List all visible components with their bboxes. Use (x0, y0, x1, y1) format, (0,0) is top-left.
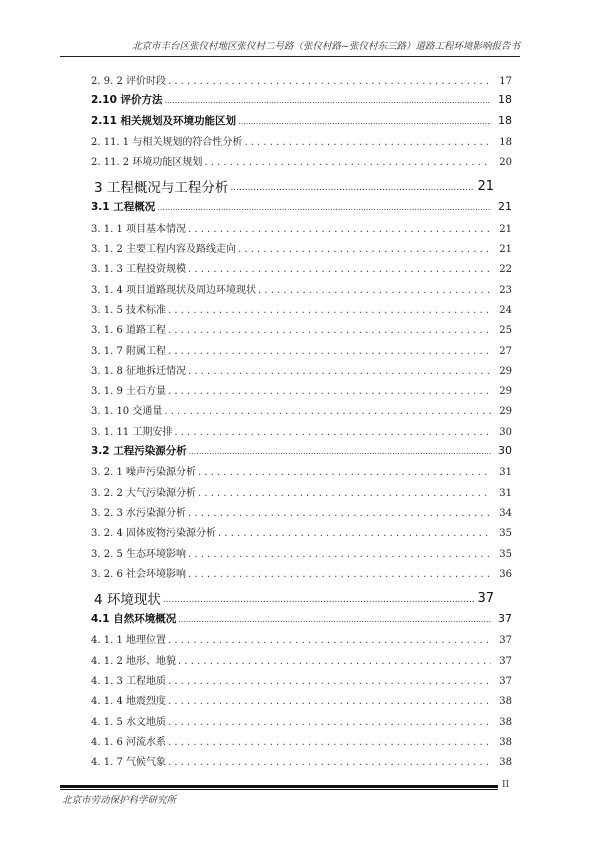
toc-entry-page: 25 (499, 325, 512, 337)
toc-entry[interactable] (91, 692, 512, 712)
toc-entry-page: 35 (499, 528, 512, 540)
toc-entry-page: 21 (499, 244, 512, 256)
toc-entry[interactable] (91, 153, 512, 173)
toc-entry-page: 21 (477, 178, 494, 194)
footer-divider-thick (60, 785, 498, 788)
toc-dot-leader (218, 528, 491, 539)
toc-entry-page: 37 (499, 676, 512, 688)
toc-entry-page: 20 (499, 157, 512, 169)
toc-entry-title: 3. 2. 3 水污染源分析 (91, 507, 186, 519)
header-divider (60, 56, 520, 57)
toc-dot-leader (168, 737, 491, 748)
toc-dot-leader (188, 569, 491, 580)
toc-entry-page: 22 (499, 264, 512, 276)
toc-entry-page: 18 (499, 136, 512, 148)
toc-entry-title: 3. 1. 1 项目基本情况 (91, 223, 186, 235)
toc-dot-leader (230, 178, 474, 194)
toc-dot-leader (168, 305, 491, 316)
toc-entry-title: 4. 1. 1 地理位置 (91, 635, 166, 647)
toc-entry-page: 36 (499, 568, 512, 580)
toc-entry-title: 4.1 自然环境概况 (91, 613, 177, 626)
toc-entry-title: 2. 11. 1 与相关规划的符合性分析 (91, 136, 243, 148)
toc-dot-leader (168, 717, 491, 728)
toc-entry-title: 4 环境现状 (94, 592, 161, 609)
toc-entry-page: 38 (499, 736, 512, 748)
toc-entry-page: 34 (499, 507, 512, 519)
toc-entry[interactable] (91, 72, 512, 92)
toc-entry[interactable] (91, 260, 512, 280)
toc-entry-title: 3. 1. 6 道路工程 (91, 325, 166, 337)
toc-dot-leader (168, 76, 491, 87)
toc-dot-leader (178, 656, 491, 667)
toc-dot-leader (168, 346, 491, 357)
toc-dot-leader (164, 406, 491, 417)
toc-entry-title: 3. 2. 6 社会环境影响 (91, 568, 186, 580)
toc-entry-title: 3.2 工程污染源分析 (91, 445, 187, 458)
toc-entry-page: 24 (499, 304, 512, 316)
toc-entry-page: 29 (499, 365, 512, 377)
toc-dot-leader (168, 386, 491, 397)
toc-entry[interactable] (91, 301, 512, 321)
toc-entry-page: 30 (498, 444, 512, 458)
toc-entry-page: 38 (499, 716, 512, 728)
toc-dot-leader (188, 549, 491, 560)
toc-entry-title: 3. 2. 1 噪声污染源分析 (91, 467, 196, 479)
toc-entry-title: 3. 1. 10 交通量 (91, 406, 163, 418)
toc-entry-page: 29 (499, 406, 512, 418)
toc-dot-leader (188, 366, 491, 377)
toc-entry[interactable] (91, 463, 512, 483)
toc-entry-page: 21 (498, 200, 512, 214)
toc-entry-title: 3. 2. 2 大气污染源分析 (91, 487, 196, 499)
toc-dot-leader (168, 676, 491, 687)
toc-dot-leader (168, 635, 491, 646)
toc-entry-page: 30 (499, 426, 512, 438)
toc-entry-page: 17 (499, 76, 512, 87)
toc-dot-leader (188, 224, 491, 235)
toc-entry-title: 3.1 工程概况 (91, 201, 156, 214)
toc-entry[interactable] (91, 423, 512, 443)
toc-entry-title: 3. 1. 4 项目道路现状及周边环境现状 (91, 284, 256, 296)
toc-dot-leader (189, 445, 491, 457)
toc-entry-title: 2.10 评价方法 (91, 94, 163, 107)
toc-entry[interactable] (91, 342, 512, 362)
toc-entry[interactable] (91, 631, 512, 651)
toc-entry[interactable] (91, 362, 512, 382)
toc-entry[interactable] (91, 565, 512, 585)
toc-entry-page: 38 (499, 757, 512, 769)
toc-entry[interactable] (91, 484, 512, 504)
table-of-contents (91, 72, 512, 774)
toc-dot-leader (174, 427, 491, 438)
toc-entry-title: 4. 1. 3 工程地质 (91, 676, 166, 688)
toc-dot-leader (178, 613, 491, 625)
toc-entry[interactable] (91, 545, 512, 565)
toc-entry-title: 3. 1. 8 征地拆迁情况 (91, 365, 186, 377)
toc-entry-title: 4. 1. 5 水文地质 (91, 716, 166, 728)
toc-entry-title: 3. 1. 3 工程投资规模 (91, 264, 186, 276)
toc-entry[interactable] (91, 611, 512, 631)
toc-entry-page: 37 (498, 612, 512, 626)
toc-entry-title: 3. 1. 2 主要工程内容及路线走向 (91, 244, 236, 256)
toc-entry-page: 27 (499, 345, 512, 357)
toc-entry-title: 3. 2. 4 固体废物污染源分析 (91, 528, 216, 540)
toc-entry-page: 37 (499, 635, 512, 647)
toc-entry[interactable] (91, 220, 512, 240)
running-header: 北京市丰台区张仪村地区张仪村二号路（张仪村路~张仪村东三路）道路工程环境影响报告书 (132, 41, 520, 52)
page-number: II (502, 780, 510, 790)
toc-dot-leader (168, 325, 491, 336)
toc-entry[interactable] (91, 402, 512, 422)
toc-entry-page: 31 (499, 487, 512, 499)
toc-dot-leader (198, 467, 491, 478)
toc-entry-page: 18 (498, 93, 512, 107)
toc-dot-leader (163, 590, 475, 606)
toc-entry-page: 31 (499, 467, 512, 479)
toc-entry[interactable] (91, 113, 512, 133)
toc-dot-leader (157, 201, 491, 213)
toc-entry-title: 3. 1. 5 技术标准 (91, 304, 166, 316)
toc-entry-page: 23 (499, 284, 512, 296)
toc-entry-title: 3. 1. 9 土石方量 (91, 386, 166, 398)
toc-entry-title: 4. 1. 6 河流水系 (91, 736, 166, 748)
toc-entry-title: 4. 1. 4 地震烈度 (91, 696, 166, 708)
toc-entry[interactable] (91, 585, 494, 611)
toc-dot-leader (168, 696, 491, 707)
toc-entry[interactable] (91, 281, 512, 301)
toc-entry-title: 3 工程概况与工程分析 (94, 180, 229, 197)
toc-entry-page: 21 (499, 223, 512, 235)
toc-entry[interactable] (91, 199, 512, 219)
toc-dot-leader (198, 488, 491, 499)
toc-entry[interactable] (91, 504, 512, 524)
toc-entry[interactable] (91, 321, 512, 341)
footer-organization: 北京市劳动保护科学研究所 (62, 795, 177, 806)
toc-entry[interactable] (91, 524, 512, 544)
toc-entry-title: 3. 2. 5 生态环境影响 (91, 548, 186, 560)
toc-entry-page: 29 (499, 386, 512, 398)
toc-entry[interactable] (91, 92, 512, 112)
toc-entry[interactable] (91, 173, 494, 199)
toc-entry[interactable] (91, 443, 512, 463)
toc-entry-title: 2.11 相关规划及环境功能区划 (91, 114, 237, 127)
toc-dot-leader (168, 757, 491, 768)
toc-entry[interactable] (91, 652, 512, 672)
toc-entry-page: 37 (477, 590, 494, 606)
toc-dot-leader (188, 264, 491, 275)
toc-entry-title: 4. 1. 2 地形、地貌 (91, 655, 176, 667)
toc-entry[interactable] (91, 753, 512, 773)
toc-entry-title: 3. 1. 7 附属工程 (91, 345, 166, 357)
toc-entry[interactable] (91, 240, 512, 260)
toc-dot-leader (238, 244, 491, 255)
toc-entry[interactable] (91, 713, 512, 733)
toc-dot-leader (188, 508, 491, 519)
toc-entry-title: 2. 11. 2 环境功能区规划 (91, 157, 203, 169)
toc-dot-leader (165, 94, 491, 106)
toc-entry[interactable] (91, 672, 512, 692)
toc-entry-page: 35 (499, 548, 512, 560)
toc-entry-title: 3. 1. 11 工期安排 (91, 426, 173, 438)
toc-dot-leader (244, 137, 491, 148)
toc-entry-page: 18 (498, 113, 512, 127)
toc-dot-leader (258, 285, 491, 296)
footer-divider-thin (60, 789, 498, 790)
toc-entry-page: 38 (499, 696, 512, 708)
toc-entry-title: 4. 1. 7 气候气象 (91, 757, 166, 769)
toc-entry-title: 2. 9. 2 评价时段 (91, 76, 166, 87)
toc-entry-page: 37 (499, 655, 512, 667)
toc-entry[interactable] (91, 733, 512, 753)
toc-dot-leader (204, 157, 491, 168)
toc-entry[interactable] (91, 382, 512, 402)
toc-entry[interactable] (91, 133, 512, 153)
toc-dot-leader (238, 115, 491, 127)
